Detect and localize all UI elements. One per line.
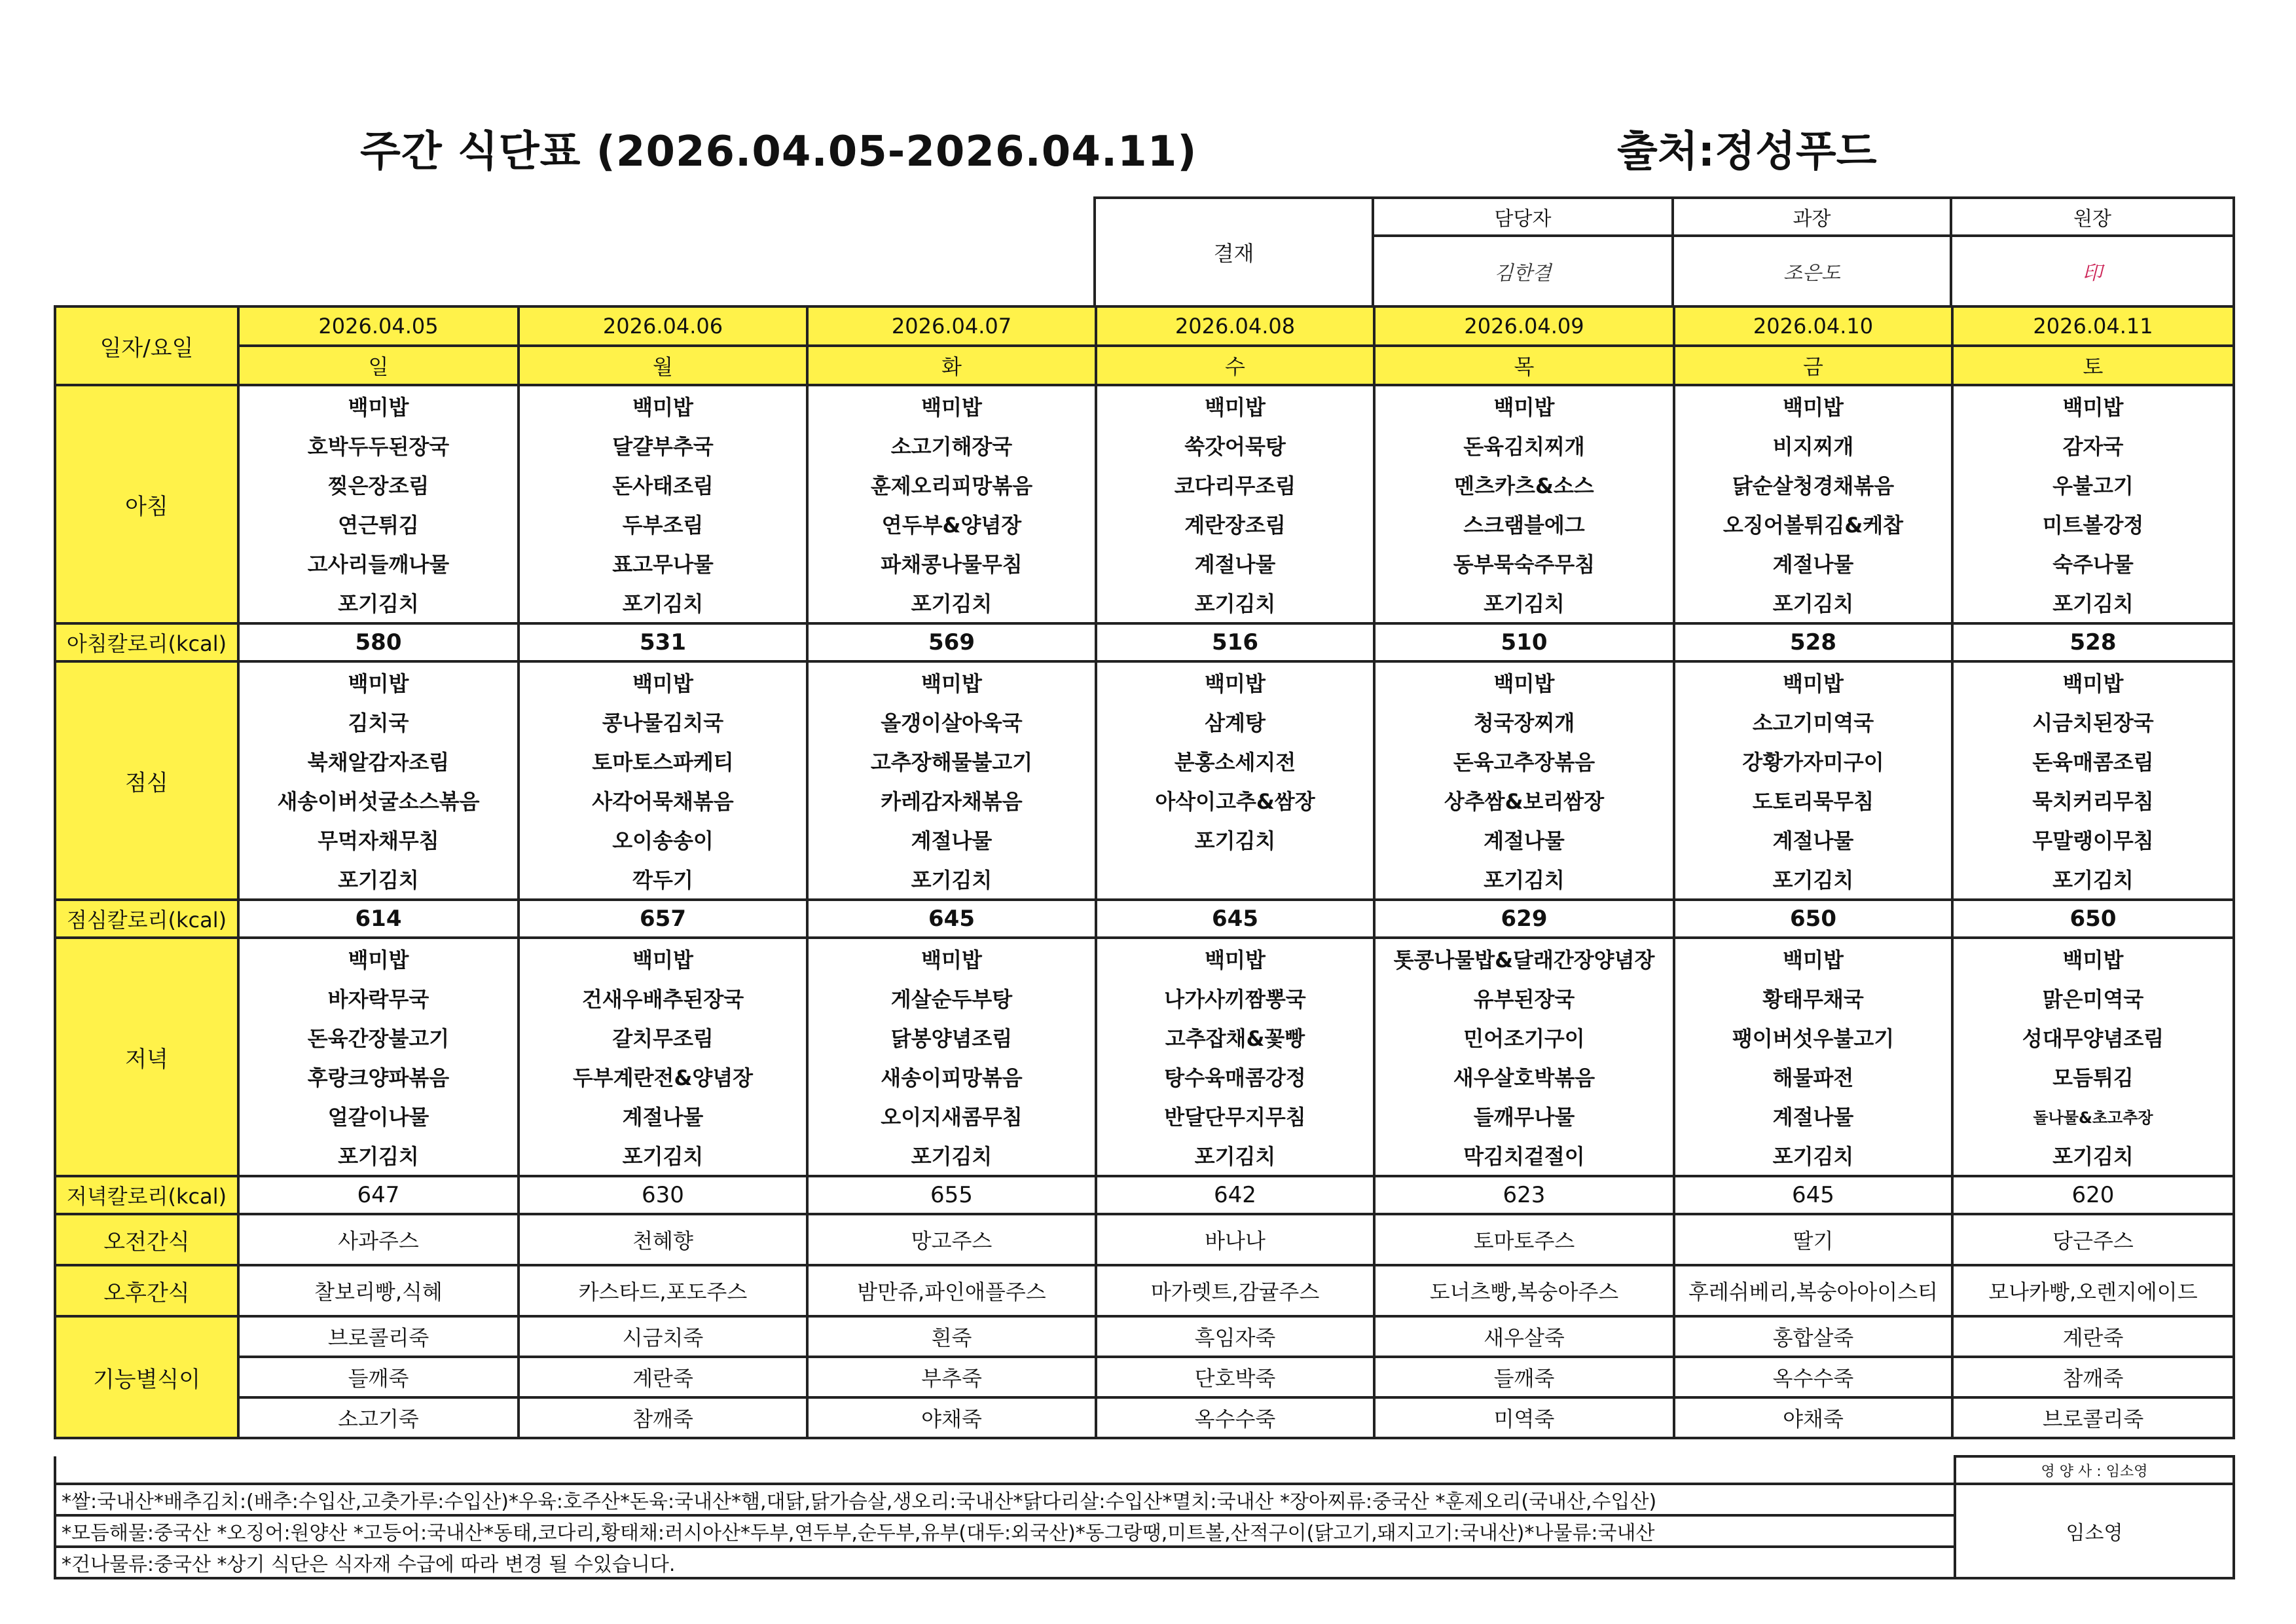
menu-item: 포기김치 [1674,583,1952,623]
menu-item [1096,859,1374,900]
menu-item: 나가사끼짬뽕국 [1096,978,1374,1018]
menu-item: 백미밥 [519,661,807,702]
menu-item: 백미밥 [1952,661,2234,702]
menu-item: 두부계란전&양념장 [519,1057,807,1096]
menu-item: 성대무양념조림 [1952,1018,2234,1057]
lunch-calorie-label: 점심칼로리(kcal) [55,900,238,938]
origin-line: *모듬해물:중국산 *오징어:원양산 *고등어:국내산*동태,코다리,황태채:러시아산*두부,연두부,순두부,유부(대두:외국산)*동그랑땡,미트볼,산적구이(닭고기,돼지고기:국내산)*나물류:국내산 [55,1515,1955,1547]
menu-item: 돌나물&초고추장 [1952,1096,2234,1135]
calorie-value: 531 [519,623,807,661]
menu-item: 백미밥 [238,661,519,702]
menu-item: 탕수육매콤강정 [1096,1057,1374,1096]
menu-item: 두부조림 [519,504,807,544]
menu-item: 카레감자채볶음 [807,781,1096,820]
menu-item: 백미밥 [519,938,807,978]
menu-item: 묵치커리무침 [1952,781,2234,820]
calorie-value: 510 [1374,623,1674,661]
menu-item: 소고기미역국 [1674,702,1952,741]
breakfast-calorie-label: 아침칼로리(kcal) [55,623,238,661]
menu-item: 고추장해물불고기 [807,741,1096,781]
calorie-value: 623 [1374,1176,1674,1214]
snack-item: 도너츠빵,복숭아주스 [1374,1265,1674,1316]
menu-item: 백미밥 [1674,938,1952,978]
signature-staff: 김한결 [1373,236,1673,306]
menu-item: 민어조기구이 [1374,1018,1674,1057]
signature-director-seal: 印 [1951,236,2234,306]
functional-item: 브로콜리죽 [1952,1397,2234,1438]
menu-item: 후랑크양파볶음 [238,1057,519,1096]
functional-item: 소고기죽 [238,1397,519,1438]
menu-item: 계절나물 [1674,1096,1952,1135]
calorie-value: 657 [519,900,807,938]
snack-item: 모나카빵,오렌지에이드 [1952,1265,2234,1316]
breakfast-label: 아침 [55,385,238,623]
functional-item: 들깨죽 [238,1357,519,1397]
menu-item: 김치국 [238,702,519,741]
menu-item: 고사리들깨나물 [238,544,519,583]
menu-item: 포기김치 [1674,859,1952,900]
menu-item: 무말랭이무침 [1952,820,2234,859]
menu-item: 백미밥 [1374,385,1674,426]
page-title: 주간 식단표 (2026.04.05-2026.04.11) [360,128,1197,176]
functional-item: 부추죽 [807,1357,1096,1397]
menu-item: 톳콩나물밥&달래간장양념장 [1374,938,1674,978]
menu-item: 올갱이살아욱국 [807,702,1096,741]
calorie-value: 614 [238,900,519,938]
menu-item: 무먹자채무침 [238,820,519,859]
snack-item: 후레쉬베리,복숭아아이스티 [1674,1265,1952,1316]
menu-item: 깍두기 [519,859,807,900]
menu-item: 감자국 [1952,426,2234,465]
menu-item: 고추잡채&꽃빵 [1096,1018,1374,1057]
snack-item: 밤만쥬,파인애플주스 [807,1265,1096,1316]
weekday-cell: 토 [1952,346,2234,385]
menu-item: 들깨무나물 [1374,1096,1674,1135]
menu-item: 돈육고추장볶음 [1374,741,1674,781]
functional-diet-label: 기능별식이 [55,1316,238,1438]
calorie-value: 642 [1096,1176,1374,1214]
weekday-cell: 월 [519,346,807,385]
functional-item: 흰죽 [807,1316,1096,1357]
menu-item: 백미밥 [1374,661,1674,702]
menu-item: 동부묵숙주무침 [1374,544,1674,583]
calorie-value: 528 [1952,623,2234,661]
menu-item: 청국장찌개 [1374,702,1674,741]
menu-item: 백미밥 [1674,661,1952,702]
weekday-cell: 일 [238,346,519,385]
menu-item: 아삭이고추&쌈장 [1096,781,1374,820]
menu-item: 계절나물 [1674,820,1952,859]
date-cell: 2026.04.06 [519,306,807,346]
calorie-value: 650 [1952,900,2234,938]
lunch-label: 점심 [55,661,238,900]
menu-item: 새송이버섯굴소스볶음 [238,781,519,820]
menu-item: 백미밥 [519,385,807,426]
menu-item: 건새우배추된장국 [519,978,807,1018]
functional-item: 단호박죽 [1096,1357,1374,1397]
functional-item: 옥수수죽 [1674,1357,1952,1397]
menu-item: 오징어볼튀김&케찹 [1674,504,1952,544]
menu-item: 숙주나물 [1952,544,2234,583]
calorie-value: 569 [807,623,1096,661]
functional-item: 들깨죽 [1374,1357,1674,1397]
menu-item: 백미밥 [238,938,519,978]
dinner-calorie-label: 저녁칼로리(kcal) [55,1176,238,1214]
approval-table [1093,196,2235,308]
menu-item: 파채콩나물무침 [807,544,1096,583]
functional-item: 계란죽 [519,1357,807,1397]
menu-item: 북채알감자조림 [238,741,519,781]
snack-item: 마가렛트,감귤주스 [1096,1265,1374,1316]
menu-item: 팽이버섯우불고기 [1674,1018,1952,1057]
date-cell: 2026.04.11 [1952,306,2234,346]
menu-item: 스크램블에그 [1374,504,1674,544]
menu-item: 강황가자미구이 [1674,741,1952,781]
menu-item: 돈육매콤조림 [1952,741,2234,781]
menu-item: 찢은장조림 [238,465,519,504]
menu-item: 포기김치 [1674,1135,1952,1176]
menu-item: 코다리무조림 [1096,465,1374,504]
functional-item: 시금치죽 [519,1316,807,1357]
weekday-cell: 목 [1374,346,1674,385]
menu-item: 포기김치 [1374,583,1674,623]
dinner-label: 저녁 [55,938,238,1176]
menu-item: 연근튀김 [238,504,519,544]
origin-footer [54,1455,2235,1579]
calorie-value: 645 [807,900,1096,938]
weekday-cell: 화 [807,346,1096,385]
menu-item: 포기김치 [519,1135,807,1176]
calorie-value: 528 [1674,623,1952,661]
calorie-value: 645 [1096,900,1374,938]
menu-item: 포기김치 [807,583,1096,623]
calorie-value: 650 [1674,900,1952,938]
date-cell: 2026.04.07 [807,306,1096,346]
source-label: 출처:정성푸드 [1617,128,1877,176]
menu-item: 소고기해장국 [807,426,1096,465]
menu-item: 포기김치 [1952,1135,2234,1176]
menu-item: 포기김치 [1952,583,2234,623]
menu-item: 새우살호박볶음 [1374,1057,1674,1096]
menu-item: 계란장조림 [1096,504,1374,544]
menu-item: 계절나물 [1374,820,1674,859]
approval-label: 결재 [1095,198,1373,306]
menu-item: 쑥갓어묵탕 [1096,426,1374,465]
am-snack-label: 오전간식 [55,1214,238,1265]
calorie-value: 630 [519,1176,807,1214]
menu-item: 계절나물 [1096,544,1374,583]
menu-item: 연두부&양념장 [807,504,1096,544]
date-day-label: 일자/요일 [55,306,238,385]
calorie-value: 629 [1374,900,1674,938]
menu-item: 닭순살청경채볶음 [1674,465,1952,504]
menu-item: 유부된장국 [1374,978,1674,1018]
menu-item: 오이송송이 [519,820,807,859]
snack-item: 천혜향 [519,1214,807,1265]
approval-role: 담당자 [1373,198,1673,236]
menu-item: 포기김치 [807,859,1096,900]
functional-item: 야채죽 [1674,1397,1952,1438]
origin-line: *쌀:국내산*배추김치:(배추:수입산,고춧가루:수입산)*우육:호주산*돈육:국내산*햄,대닭,닭가슴살,생오리:국내산*닭다리살:수입산*멸치:국내산 *장아찌류:중국산 *훈제오리(국내산,수입산) [55,1484,1955,1515]
calorie-value: 516 [1096,623,1374,661]
menu-item: 포기김치 [238,583,519,623]
signature-manager: 조은도 [1673,236,1951,306]
date-cell: 2026.04.09 [1374,306,1674,346]
functional-item: 옥수수죽 [1096,1397,1374,1438]
menu-item: 포기김치 [238,1135,519,1176]
menu-item: 백미밥 [238,385,519,426]
menu-item: 포기김치 [807,1135,1096,1176]
menu-item: 돈육김치찌개 [1374,426,1674,465]
menu-table [54,305,2235,1439]
snack-item: 카스타드,포도주스 [519,1265,807,1316]
functional-item: 미역죽 [1374,1397,1674,1438]
menu-item: 포기김치 [1952,859,2234,900]
calorie-value: 647 [238,1176,519,1214]
menu-item: 분홍소세지전 [1096,741,1374,781]
menu-item: 백미밥 [1952,938,2234,978]
menu-item: 사각어묵채볶음 [519,781,807,820]
menu-item: 시금치된장국 [1952,702,2234,741]
date-cell: 2026.04.05 [238,306,519,346]
menu-item: 포기김치 [519,583,807,623]
snack-item: 망고주스 [807,1214,1096,1265]
menu-item: 새송이피망볶음 [807,1057,1096,1096]
date-cell: 2026.04.08 [1096,306,1374,346]
menu-item: 삼계탕 [1096,702,1374,741]
menu-item: 포기김치 [238,859,519,900]
calorie-value: 645 [1674,1176,1952,1214]
menu-item: 표고무나물 [519,544,807,583]
menu-item: 백미밥 [1952,385,2234,426]
calorie-value: 655 [807,1176,1096,1214]
menu-item: 게살순두부탕 [807,978,1096,1018]
functional-item: 참깨죽 [1952,1357,2234,1397]
menu-item: 포기김치 [1374,859,1674,900]
menu-item: 계절나물 [1674,544,1952,583]
date-cell: 2026.04.10 [1674,306,1952,346]
snack-item: 찰보리빵,식혜 [238,1265,519,1316]
menu-item: 멘츠카츠&소스 [1374,465,1674,504]
menu-item: 해물파전 [1674,1057,1952,1096]
weekday-cell: 수 [1096,346,1374,385]
menu-item: 계절나물 [519,1096,807,1135]
menu-item: 백미밥 [1096,385,1374,426]
menu-item: 백미밥 [1096,938,1374,978]
menu-item: 돈사태조림 [519,465,807,504]
functional-item: 흑임자죽 [1096,1316,1374,1357]
snack-item: 사과주스 [238,1214,519,1265]
menu-item: 백미밥 [1674,385,1952,426]
menu-item: 포기김치 [1096,820,1374,859]
menu-item: 우불고기 [1952,465,2234,504]
snack-item: 딸기 [1674,1214,1952,1265]
menu-item: 미트볼강정 [1952,504,2234,544]
menu-item: 백미밥 [807,661,1096,702]
functional-item: 참깨죽 [519,1397,807,1438]
menu-item: 모듬튀김 [1952,1057,2234,1096]
menu-item: 막김치겉절이 [1374,1135,1674,1176]
calorie-value: 580 [238,623,519,661]
snack-item: 토마토주스 [1374,1214,1674,1265]
calorie-value: 620 [1952,1176,2234,1214]
menu-item: 바자락무국 [238,978,519,1018]
menu-item: 백미밥 [807,385,1096,426]
menu-item: 백미밥 [807,938,1096,978]
menu-item: 오이지새콤무침 [807,1096,1096,1135]
menu-item: 포기김치 [1096,1135,1374,1176]
functional-item: 계란죽 [1952,1316,2234,1357]
snack-item: 당근주스 [1952,1214,2234,1265]
menu-item: 반달단무지무침 [1096,1096,1374,1135]
menu-item: 닭봉양념조림 [807,1018,1096,1057]
menu-item: 상추쌈&보리쌈장 [1374,781,1674,820]
nutritionist-label: 영 양 사 : 임소영 [1955,1456,2234,1484]
nutritionist-name: 임소영 [1955,1484,2234,1578]
weekday-cell: 금 [1674,346,1952,385]
menu-item: 돈육간장불고기 [238,1018,519,1057]
menu-item: 갈치무조림 [519,1018,807,1057]
menu-item: 포기김치 [1096,583,1374,623]
functional-item: 야채죽 [807,1397,1096,1438]
origin-line: *건나물류:중국산 *상기 식단은 식자재 수급에 따라 변경 될 수있습니다. [55,1547,1955,1578]
menu-item: 얼갈이나물 [238,1096,519,1135]
menu-item: 맑은미역국 [1952,978,2234,1018]
approval-role: 과장 [1673,198,1951,236]
menu-item: 달걀부추국 [519,426,807,465]
functional-item: 새우살죽 [1374,1316,1674,1357]
menu-item: 계절나물 [807,820,1096,859]
functional-item: 홍합살죽 [1674,1316,1952,1357]
snack-item: 바나나 [1096,1214,1374,1265]
menu-item: 백미밥 [1096,661,1374,702]
menu-item: 비지찌개 [1674,426,1952,465]
menu-item: 토마토스파케티 [519,741,807,781]
menu-item: 도토리묵무침 [1674,781,1952,820]
menu-item: 황태무채국 [1674,978,1952,1018]
menu-item: 훈제오리피망볶음 [807,465,1096,504]
menu-item: 호박두두된장국 [238,426,519,465]
menu-item: 콩나물김치국 [519,702,807,741]
pm-snack-label: 오후간식 [55,1265,238,1316]
functional-item: 브로콜리죽 [238,1316,519,1357]
approval-role: 원장 [1951,198,2234,236]
